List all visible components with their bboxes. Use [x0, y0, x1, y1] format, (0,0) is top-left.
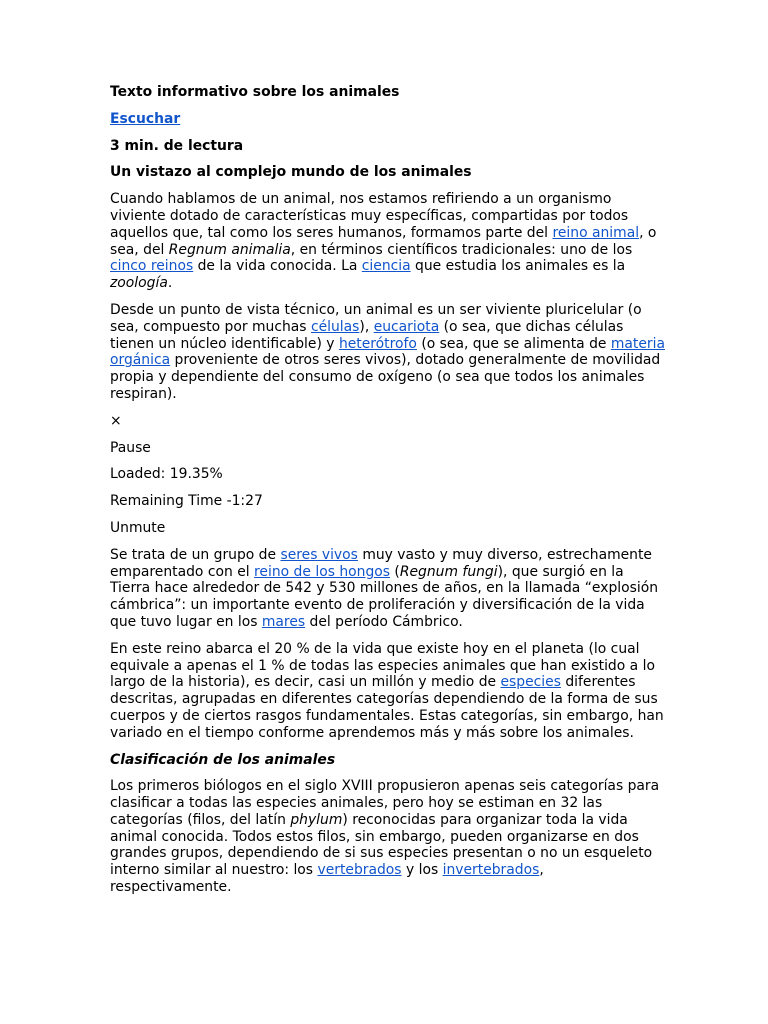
p3-em-regnum-fungi: Regnum fungi — [399, 563, 498, 580]
paragraph-group — [110, 547, 666, 631]
p1-text-3: , en términos científicos tradicionales: uno de los — [290, 241, 633, 258]
p3-text-4: ), que surgió en la Tierra hace alrededor de 542 y 530 millones de años, en la llamada “explosión cámbrica”: un importante evento de proliferación y diversificación de la vida que tuvo lugar en los — [110, 563, 659, 630]
player-unmute-button[interactable]: Unmute — [110, 519, 166, 536]
p3-text-3: ( — [390, 563, 400, 580]
p4-text-1: En este reino abarca el 20 % de la vida que existe hoy en el planeta (lo cual equivale a apenas el 1 % de todas las especies animales que han existido a lo largo de la historia), es decir, casi un millón y medio de — [110, 640, 655, 691]
p5-text-3: y los — [401, 862, 443, 879]
article-content — [110, 84, 666, 906]
link-materia-organica[interactable]: materia orgánica — [110, 335, 665, 369]
page-title: Texto informativo sobre los animales — [110, 84, 400, 100]
p5-text-1: Los primeros biólogos en el siglo XVIII propusieron apenas seis categorías para clasificar a todas las especies animales, pero hoy se estiman en 32 las categorías (filos, del latín — [110, 778, 660, 828]
link-seres-vivos[interactable]: seres vivos — [280, 546, 358, 563]
link-celulas[interactable]: células — [310, 318, 360, 335]
p5-em-phylum: phylum — [290, 811, 343, 828]
p1-em-regnum: Regnum animalia — [168, 241, 291, 258]
p2-text-2: ), — [359, 318, 374, 335]
p1-text-6: . — [167, 275, 173, 292]
p2-text-3: (o sea, que dichas células tienen un núcleo identificable) y — [110, 318, 624, 352]
p1-text-5: que estudia los animales es la — [410, 258, 626, 275]
paragraph-kingdom — [110, 641, 666, 742]
link-especies[interactable]: especies — [500, 674, 561, 691]
p1-text-2: , o sea, del — [110, 224, 657, 258]
p1-em-zoologia: zoología — [110, 275, 168, 292]
listen-link[interactable]: Escuchar — [110, 110, 181, 127]
reading-time: 3 min. de lectura — [110, 137, 244, 154]
paragraph-classification — [110, 778, 666, 896]
link-eucariota[interactable]: eucariota — [373, 318, 440, 335]
p1-text-1: Cuando hablamos de un animal, nos estamos refiriendo a un organismo viviente dotado de características muy específicas, compartidas por todos aquellos que, tal como los seres humanos, formamos parte del — [110, 191, 629, 241]
player-close-button[interactable]: × — [110, 412, 122, 429]
p1-text-4: de la vida conocida. La — [193, 258, 362, 275]
section-heading: Clasificación de los animales — [110, 751, 336, 768]
listen-row — [110, 111, 666, 128]
p2-text-5: proveniente de otros seres vivos), dotado generalmente de movilidad propia y dependiente del consumo de oxígeno (o sea que todos los animales respiran). — [110, 352, 661, 402]
player-pause-button[interactable]: Pause — [110, 439, 151, 456]
p2-text-1: Desde un punto de vista técnico, un animal es un ser viviente pluricelular (o sea, compuesto por muchas — [110, 301, 642, 335]
player-remaining-time: Remaining Time -1:27 — [110, 493, 263, 510]
p5-text-2: ) reconocidas para organizar toda la vida animal conocida. Todos estos filos, sin embargo, pueden organizarse en dos grandes grupos, dependiendo de si sus especies presentan o no un esqueleto interno similar al nuestro: los — [110, 811, 653, 879]
p3-text-2: muy vasto y muy diverso, estrechamente emparentado con el — [110, 546, 652, 580]
paragraph-technical — [110, 302, 666, 403]
link-heterotrofo[interactable]: heterótrofo — [338, 335, 417, 352]
link-ciencia[interactable]: ciencia — [361, 258, 411, 275]
player-loaded-status: Loaded: 19.35% — [110, 466, 223, 483]
link-reino-animal[interactable]: reino animal — [552, 224, 640, 241]
link-mares[interactable]: mares — [261, 613, 306, 630]
link-cinco-reinos[interactable]: cinco reinos — [110, 258, 194, 275]
p5-text-4: , respectivamente. — [110, 862, 544, 896]
p2-text-4: (o sea, que se alimenta de — [416, 335, 611, 352]
link-vertebrados[interactable]: vertebrados — [317, 862, 402, 879]
link-invertebrados[interactable]: invertebrados — [442, 862, 540, 879]
paragraph-intro — [110, 191, 666, 292]
link-reino-hongos[interactable]: reino de los hongos — [254, 563, 391, 580]
p4-text-2: diferentes descritas, agrupadas en diferentes categorías dependiendo de la forma de sus cuerpos y de ciertos rasgos fundamentales. Estas categorías, sin embargo, han variado en el tiempo conforme aprendemos más y más sobre los animales. — [110, 674, 664, 741]
p3-text-5: del período Cámbrico. — [305, 613, 463, 630]
article-subtitle: Un vistazo al complejo mundo de los animales — [110, 164, 472, 181]
p3-text-1: Se trata de un grupo de — [110, 546, 281, 563]
